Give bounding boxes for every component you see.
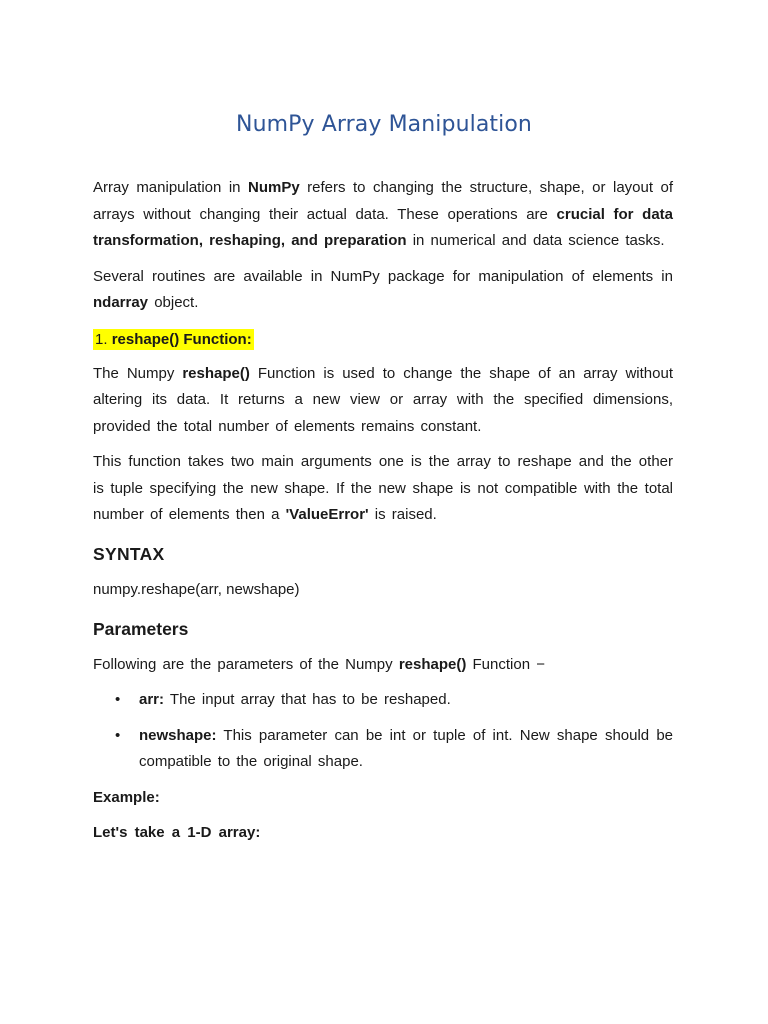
- syntax-heading: SYNTAX: [93, 543, 165, 564]
- section-number: 1.: [95, 330, 108, 348]
- param-name: newshape:: [139, 726, 217, 744]
- example-label: Example:: [93, 788, 160, 806]
- parameters-heading: Parameters: [93, 618, 189, 639]
- routines-bold-ndarray: ndarray: [93, 294, 149, 311]
- intro-text-3: in numerical and data science tasks.: [406, 232, 665, 249]
- arguments-description: [93, 449, 673, 529]
- following-paragraph: [93, 652, 673, 679]
- intro-bold-phrase: crucial for data transformation, reshaping, and preparation: [93, 205, 674, 249]
- section-heading-reshape: [93, 328, 673, 352]
- reshape-text-1: The Numpy: [93, 364, 183, 382]
- bullet-icon: •: [115, 726, 121, 744]
- routines-paragraph: [93, 264, 673, 317]
- highlighted-heading: [93, 329, 254, 350]
- routines-text-1: Several routines are available in NumPy package for manipulation of elements in: [93, 267, 673, 285]
- document-body: [93, 175, 673, 846]
- bullet-icon: •: [115, 691, 121, 708]
- reshape-description: [93, 361, 673, 441]
- intro-text-2: refers to changing the structure, shape, or layout of arrays without changing their actual data. These operations are: [93, 179, 673, 223]
- parameters-list: [93, 687, 673, 776]
- list-item: [93, 687, 673, 714]
- routines-text-2: object.: [148, 294, 199, 311]
- reshape-bold-func: reshape(): [182, 364, 250, 382]
- args-bold-valueerror: 'ValueError': [285, 506, 369, 523]
- param-desc: This parameter can be int or tuple of int. New shape should be compatible to the original shape.: [139, 726, 673, 770]
- example-text: Let's take a 1-D array:: [93, 823, 261, 841]
- intro-paragraph: [93, 175, 673, 255]
- intro-bold-numpy: NumPy: [248, 179, 300, 196]
- reshape-text-2: Function is used to change the shape of an array without altering its data. It returns a new view or array with the specified dimensions, provided the total number of elements remains constant.: [93, 364, 673, 435]
- list-item: [93, 723, 673, 776]
- following-bold-func: reshape(): [398, 655, 467, 673]
- following-text-1: Following are the parameters of the Numpy: [93, 655, 399, 673]
- syntax-code: numpy.reshape(arr, newshape): [93, 580, 300, 598]
- args-text-2: is raised.: [368, 506, 437, 523]
- section-title: reshape() Function:: [111, 330, 252, 348]
- param-desc: The input array that has to be reshaped.: [164, 691, 451, 708]
- following-text-2: Function −: [466, 655, 545, 673]
- intro-text-1: Array manipulation in: [93, 179, 248, 196]
- document-title: NumPy Array Manipulation: [236, 112, 532, 137]
- param-name: arr:: [139, 691, 165, 708]
- args-text-1: This function takes two main arguments one is the array to reshape and the other is tuple specifying the new shape. If the new shape is not compatible with the total number of elements then a: [93, 453, 673, 523]
